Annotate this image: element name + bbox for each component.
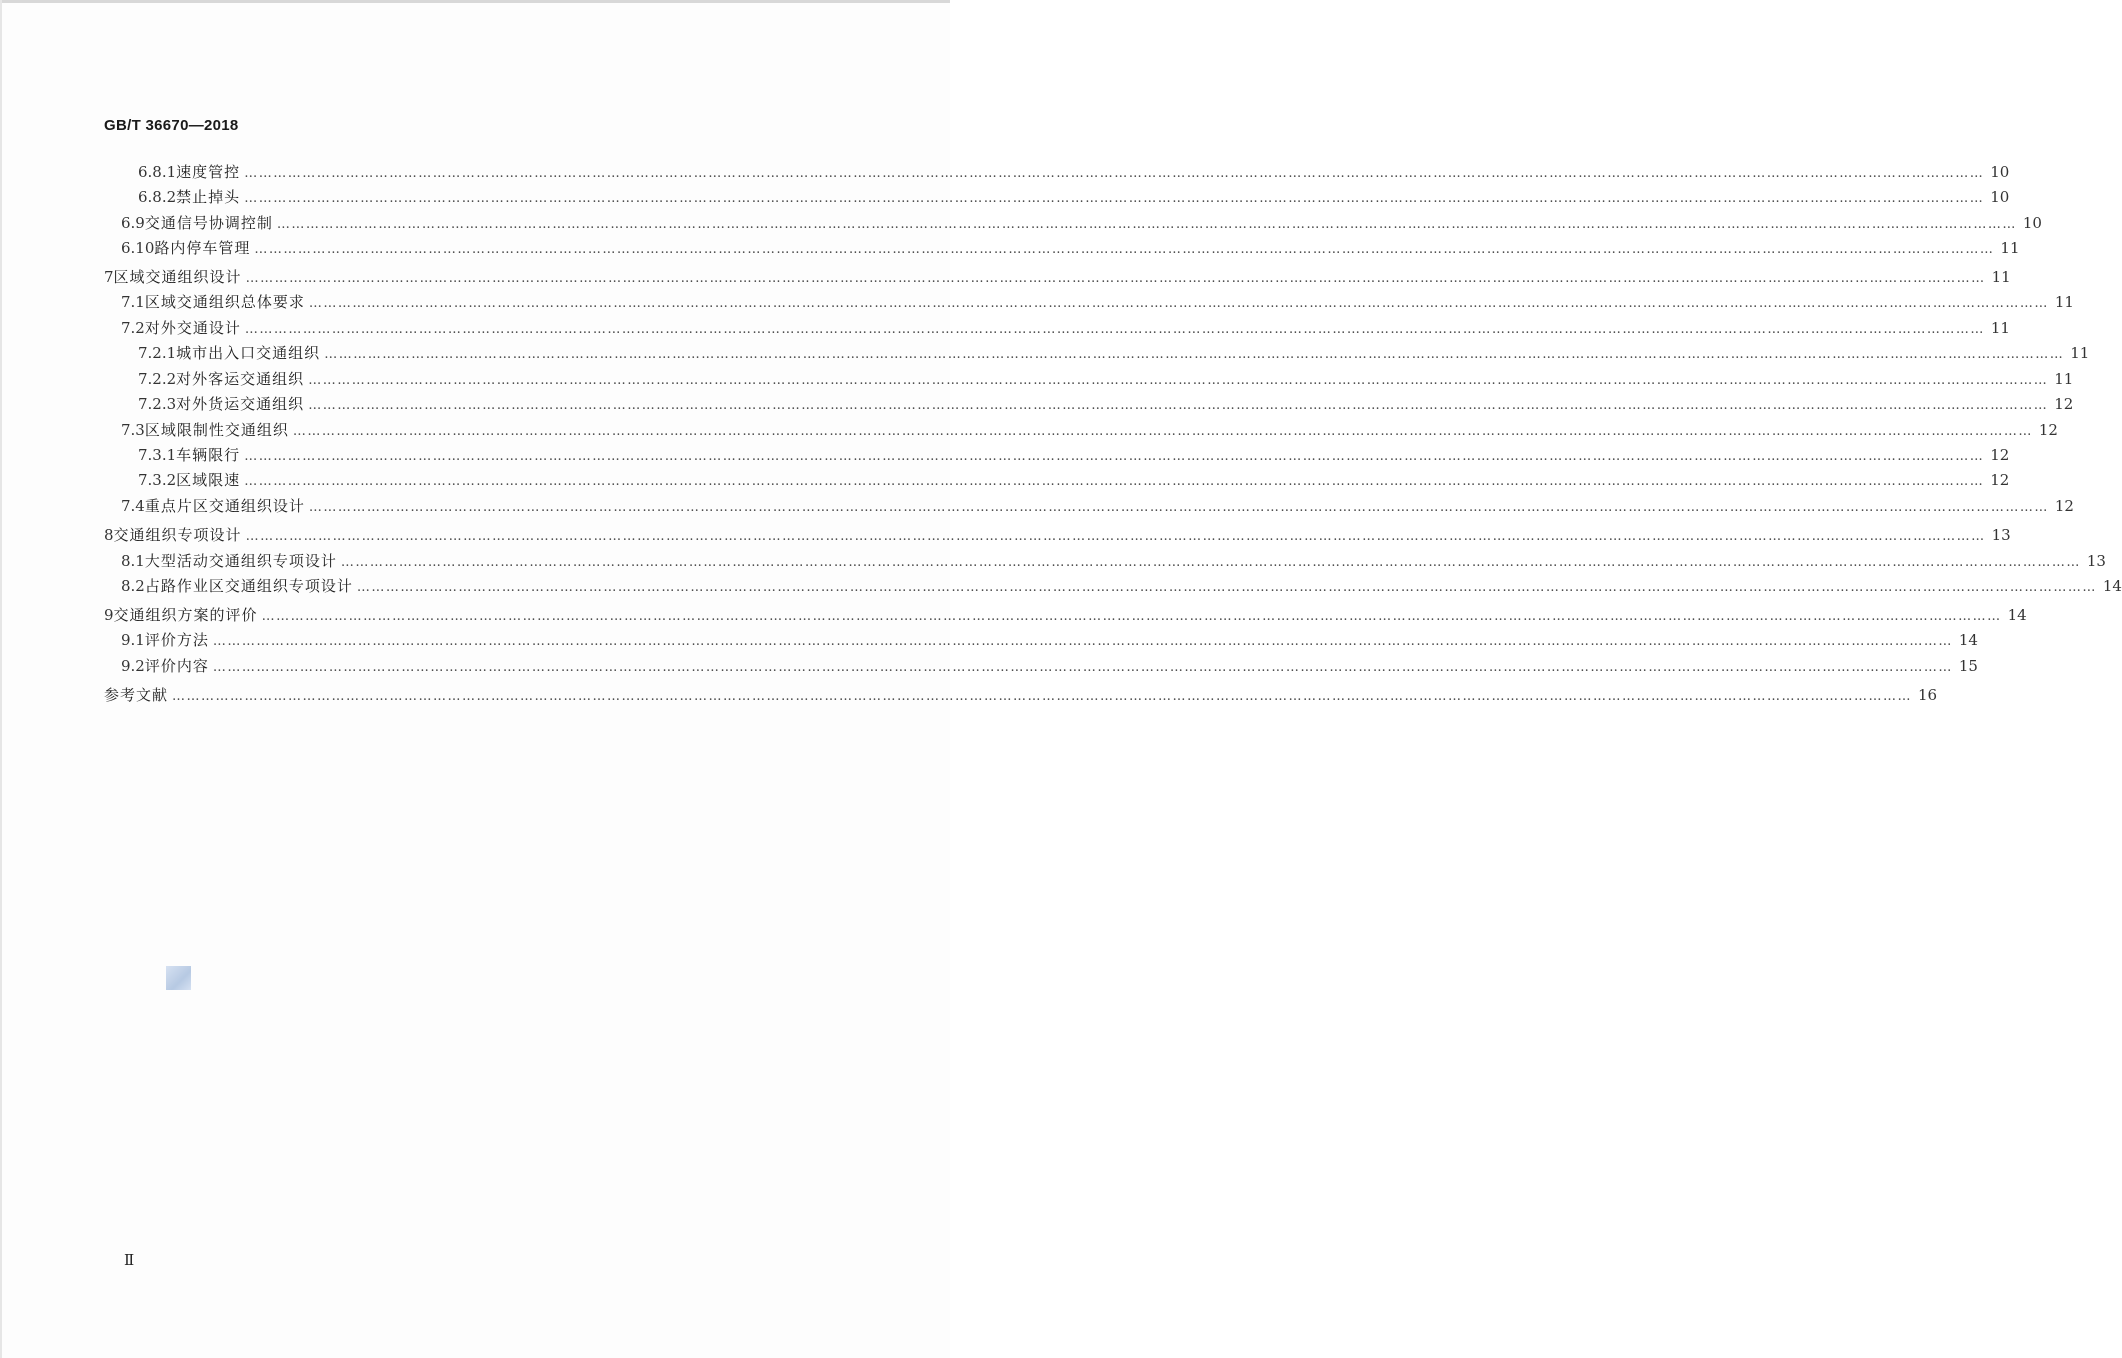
toc-dot-leader: ……………………………………………………………………………………………………………………………………………………………………………………………………………………………………………………………………………………………………………………………… xyxy=(244,474,1985,489)
toc-entry-number: 8 xyxy=(104,526,114,544)
toc-entry-title: 区域交通组织设计 xyxy=(113,268,242,286)
toc-entry-page: 12 xyxy=(2054,395,2074,413)
toc-entry-page: 11 xyxy=(2070,344,2090,362)
toc-entry[interactable] xyxy=(121,550,2106,572)
toc-entry-page: 16 xyxy=(1918,686,1938,704)
toc-entry[interactable] xyxy=(104,266,2011,288)
toc-dot-leader: ……………………………………………………………………………………………………………………………………………………………………………………………………………………………………………………………………………………………………………………………… xyxy=(324,347,2065,362)
toc-entry-title: 评价方法 xyxy=(144,631,209,649)
page-left-edge xyxy=(0,0,2,1358)
toc-entry-title: 交通组织方案的评价 xyxy=(113,606,258,624)
toc-entry[interactable] xyxy=(138,444,2010,466)
toc-entry-number: 9.2 xyxy=(121,657,145,675)
toc-entry-number: 7.2.2 xyxy=(138,370,177,388)
toc-entry-page: 11 xyxy=(2054,370,2074,388)
toc-entry-title: 重点片区交通组织设计 xyxy=(144,497,305,515)
toc-dot-leader: ……………………………………………………………………………………………………………………………………………………………………………………………………………………………………………………………………………………………………………………………… xyxy=(244,166,1985,181)
toc-entry[interactable] xyxy=(121,629,1978,651)
toc-dot-leader: ……………………………………………………………………………………………………………………………………………………………………………………………………………………………………………………………………………………………………………………………… xyxy=(276,217,2017,232)
toc-entry-title: 对外客运交通组织 xyxy=(176,370,305,388)
toc-entry-title: 路内停车管理 xyxy=(154,239,251,257)
toc-entry[interactable] xyxy=(121,495,2074,517)
toc-dot-leader: ……………………………………………………………………………………………………………………………………………………………………………………………………………………………………………………………………………………………………………………………… xyxy=(308,373,2049,388)
toc-entry[interactable] xyxy=(104,684,1938,706)
toc-entry-page: 10 xyxy=(1990,163,2010,181)
toc-entry-page: 11 xyxy=(1991,268,2011,286)
toc-entry-page: 14 xyxy=(2102,577,2122,595)
toc-entry-page: 12 xyxy=(1990,471,2010,489)
toc-entry-title: 区域限速 xyxy=(176,471,241,489)
toc-dot-leader: ……………………………………………………………………………………………………………………………………………………………………………………………………………………………………………………………………………………………………………………………… xyxy=(212,660,1953,675)
toc-entry[interactable] xyxy=(138,186,2010,208)
toc-entry-number: 7.2.1 xyxy=(138,344,177,362)
toc-entry[interactable] xyxy=(138,161,2010,183)
toc-entry-number: 7.1 xyxy=(121,293,145,311)
toc-entry-page: 13 xyxy=(2086,552,2106,570)
toc-entry-title: 交通组织专项设计 xyxy=(113,526,242,544)
scan-mark xyxy=(166,966,191,990)
toc-entry[interactable] xyxy=(138,393,2074,415)
toc-dot-leader: ……………………………………………………………………………………………………………………………………………………………………………………………………………………………………………………………………………………………………………………………… xyxy=(254,242,1995,257)
toc-entry-title: 城市出入口交通组织 xyxy=(176,344,321,362)
toc-entry[interactable] xyxy=(138,368,2074,390)
toc-entry-title: 对外货运交通组织 xyxy=(176,395,305,413)
toc-entry-page: 12 xyxy=(1990,446,2010,464)
toc-dot-leader: ……………………………………………………………………………………………………………………………………………………………………………………………………………………………………………………………………………………………………………………………… xyxy=(244,322,1985,337)
toc-entry-number: 6.8.2 xyxy=(138,188,177,206)
toc-entry-number: 7 xyxy=(104,268,114,286)
toc-entry[interactable] xyxy=(104,524,2011,546)
toc-entry-number: 6.8.1 xyxy=(138,163,177,181)
toc-dot-leader: ……………………………………………………………………………………………………………………………………………………………………………………………………………………………………………………………………………………………………………………………… xyxy=(340,555,2081,570)
toc-dot-leader: ……………………………………………………………………………………………………………………………………………………………………………………………………………………………………………………………………………………………………………………………… xyxy=(244,191,1985,206)
toc-entry-page: 11 xyxy=(1990,319,2010,337)
toc-entry-title: 区域交通组织总体要求 xyxy=(144,293,305,311)
toc-dot-leader: ……………………………………………………………………………………………………………………………………………………………………………………………………………………………………………………………………………………………………………………………… xyxy=(356,580,2097,595)
toc-entry-title: 交通信号协调控制 xyxy=(144,214,273,232)
toc-dot-leader: ……………………………………………………………………………………………………………………………………………………………………………………………………………………………………………………………………………………………………………………………… xyxy=(308,398,2049,413)
toc-entry-number: 7.3.1 xyxy=(138,446,177,464)
toc-entry[interactable] xyxy=(121,212,2042,234)
standard-number-header: GB/T 36670—2018 xyxy=(104,117,239,134)
toc-entry-page: 10 xyxy=(2022,214,2042,232)
toc-dot-leader: ……………………………………………………………………………………………………………………………………………………………………………………………………………………………………………………………………………………………………………………………… xyxy=(212,634,1953,649)
toc-entry-page: 12 xyxy=(2054,497,2074,515)
toc-dot-leader: ……………………………………………………………………………………………………………………………………………………………………………………………………………………………………………………………………………………………………………………………… xyxy=(245,271,1986,286)
toc-dot-leader: ……………………………………………………………………………………………………………………………………………………………………………………………………………………………………………………………………………………………………………………………… xyxy=(292,424,2033,439)
toc-dot-leader: ……………………………………………………………………………………………………………………………………………………………………………………………………………………………………………………………………………………………………………………………… xyxy=(308,500,2049,515)
toc-entry-title: 参考文献 xyxy=(104,686,169,704)
toc-entry-page: 12 xyxy=(2038,421,2058,439)
toc-entry-title: 大型活动交通组织专项设计 xyxy=(144,552,337,570)
toc-entry-number: 7.3.2 xyxy=(138,471,177,489)
toc-entry[interactable] xyxy=(121,317,2010,339)
toc-entry-page: 14 xyxy=(1958,631,1978,649)
toc-entry-title: 禁止掉头 xyxy=(176,188,241,206)
toc-dot-leader: ……………………………………………………………………………………………………………………………………………………………………………………………………………………………………………………………………………………………………………………………… xyxy=(244,449,1985,464)
toc-entry-title: 区域限制性交通组织 xyxy=(144,421,289,439)
toc-entry-number: 7.2.3 xyxy=(138,395,177,413)
toc-entry[interactable] xyxy=(121,237,2020,259)
toc-entry[interactable] xyxy=(121,419,2058,441)
page-top-edge xyxy=(0,0,950,3)
toc-entry[interactable] xyxy=(138,342,2090,364)
toc-entry-number: 9.1 xyxy=(121,631,145,649)
toc-entry[interactable] xyxy=(121,575,2122,597)
toc-entry-title: 占路作业区交通组织专项设计 xyxy=(144,577,353,595)
toc-entry[interactable] xyxy=(104,604,2027,626)
toc-entry-title: 速度管控 xyxy=(176,163,241,181)
toc-dot-leader: ……………………………………………………………………………………………………………………………………………………………………………………………………………………………………………………………………………………………………………………………… xyxy=(261,609,2002,624)
toc-entry-page: 15 xyxy=(1958,657,1978,675)
toc-entry-page: 11 xyxy=(2000,239,2020,257)
toc-entry-page: 13 xyxy=(1991,526,2011,544)
toc-entry-number: 7.2 xyxy=(121,319,145,337)
toc-entry-number: 6.10 xyxy=(121,239,155,257)
toc-entry-page: 14 xyxy=(2007,606,2027,624)
toc-entry-number: 6.9 xyxy=(121,214,145,232)
toc-entry[interactable] xyxy=(121,291,2074,313)
toc-entry-title: 评价内容 xyxy=(144,657,209,675)
toc-entry-title: 车辆限行 xyxy=(176,446,241,464)
toc-entry-number: 8.1 xyxy=(121,552,145,570)
page-number-footer: Ⅱ xyxy=(124,1251,135,1269)
toc-entry-page: 11 xyxy=(2054,293,2074,311)
toc-entry[interactable] xyxy=(121,655,1978,677)
toc-dot-leader: ……………………………………………………………………………………………………………………………………………………………………………………………………………………………………………………………………………………………………………………………… xyxy=(172,689,1913,704)
toc-dot-leader: ……………………………………………………………………………………………………………………………………………………………………………………………………………………………………………………………………………………………………………………………… xyxy=(245,529,1986,544)
toc-entry-page: 10 xyxy=(1990,188,2010,206)
toc-entry-number: 9 xyxy=(104,606,114,624)
toc-entry-number: 7.4 xyxy=(121,497,145,515)
toc-entry-title: 对外交通设计 xyxy=(144,319,241,337)
toc-entry-number: 7.3 xyxy=(121,421,145,439)
toc-entry[interactable] xyxy=(138,469,2010,491)
toc-entry-number: 8.2 xyxy=(121,577,145,595)
toc-dot-leader: ……………………………………………………………………………………………………………………………………………………………………………………………………………………………………………………………………………………………………………………………… xyxy=(308,296,2049,311)
